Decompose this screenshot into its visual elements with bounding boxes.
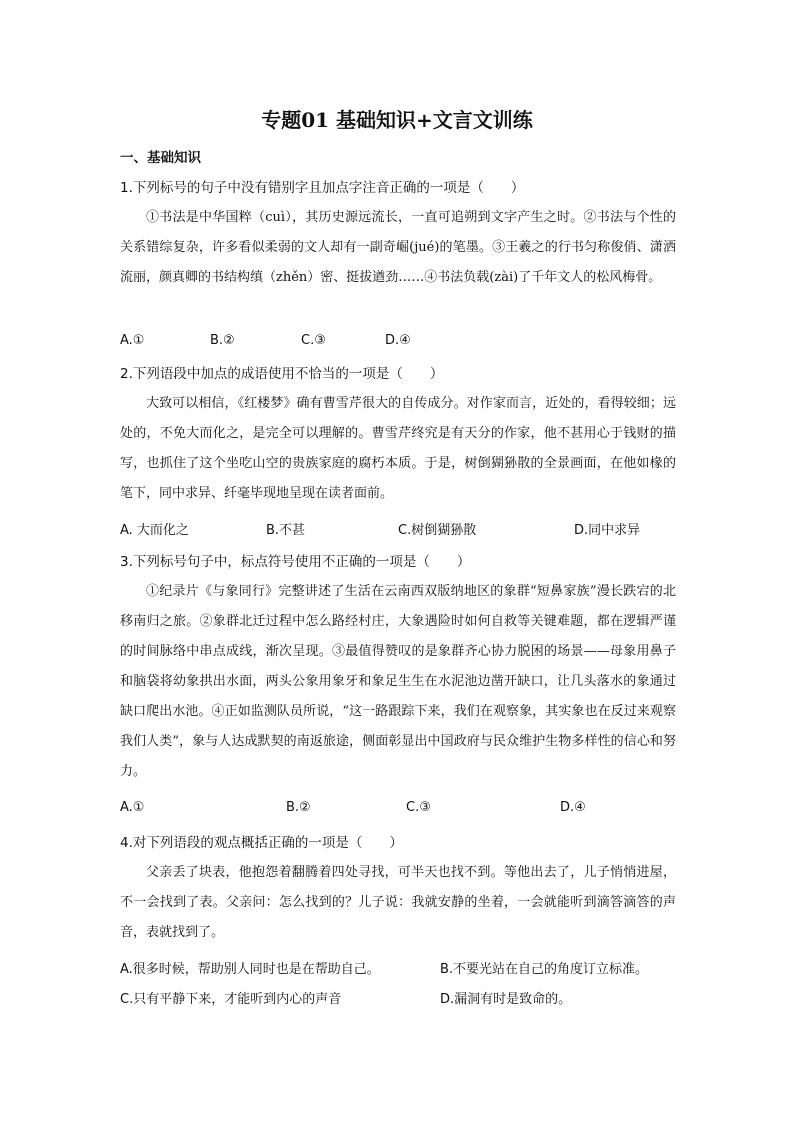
- question-3-option-d[interactable]: D.④: [560, 800, 586, 815]
- question-1-option-c[interactable]: C.③: [301, 333, 326, 348]
- question-1-stem: 1.下列标号的句子中没有错别字且加点字注音正确的一项是（ ）: [120, 180, 525, 196]
- question-3-option-b[interactable]: B.②: [286, 800, 311, 815]
- question-4-option-c[interactable]: C.只有平静下来，才能听到内心的声音: [120, 992, 342, 1007]
- question-4-option-b[interactable]: B.不要光站在自己的角度订立标准。: [440, 962, 649, 977]
- question-3-passage: ①纪录片《与象同行》完整讲述了生活在云南西双版纳地区的象群“短鼻家族”漫长跌宕的北移南归之旅。②象群北迁过程中怎么路经村庄，大象遇险时如何自救等关键难题，都在逻辑严谨的时间脉络中串点成线，渐次呈现。③最值得赞叹的是象群齐心协力脱困的场景——母象用鼻子和脑袋将幼象拱出水面，两头公象用象牙和象足生生在水泥池边凿开缺口，让几头落水的象通过缺口爬出水池。④正如监测队员所说，“这一路跟踪下来，我们在观察象，其实象也在反过来观察我们人类”，象与人达成默契的南返旅途，侧面彰显出中国政府与民众维护生物多样性的信心和努力。: [120, 584, 676, 779]
- question-4-passage: 父亲丢了块表，他抱怨着翻腾着四处寻找，可半天也找不到。等他出去了，儿子悄悄进屋，不一会找到了表。父亲问：怎么找到的？儿子说：我就安静的坐着，一会就能听到滴答滴答的声音，表就找到了。: [120, 865, 676, 940]
- question-1-option-a[interactable]: A.①: [120, 333, 145, 348]
- question-2-option-d[interactable]: D.同中求异: [574, 523, 641, 538]
- question-1-passage: ①书法是中华国粹（cuì），其历史源远流长，一直可追朔到文字产生之时。②书法与个性的关系错综复杂，许多看似柔弱的文人却有一副奇崛(jué)的笔墨。③王羲之的行书匀称俊俏、潇洒流丽，颜真卿的书结构缜（zhěn）密、挺拔遒劲……④书法负载(zài)了千年文人的松风梅骨。: [120, 210, 676, 285]
- question-3-stem: 3.下列标号句子中，标点符号使用不正确的一项是（ ）: [120, 554, 471, 570]
- question-2-option-c[interactable]: C.树倒猢狲散: [398, 523, 477, 538]
- question-3-option-a[interactable]: A.①: [120, 800, 145, 815]
- question-2-option-b[interactable]: B.不甚: [266, 523, 306, 538]
- question-4-stem: 4.对下列语段的观点概括正确的一项是（ ）: [120, 835, 403, 851]
- section-heading: 一、基础知识: [120, 150, 201, 166]
- question-1-option-b[interactable]: B.②: [210, 333, 235, 348]
- question-2-option-a[interactable]: A. 大而化之: [120, 523, 189, 538]
- question-4-option-a[interactable]: A.很多时候，帮助别人同时也是在帮助自己。: [120, 962, 380, 977]
- document-title: 专题01 基础知识+文言文训练: [261, 108, 533, 132]
- question-2-passage: 大致可以相信，《红楼梦》确有曹雪芹很大的自传成分。对作家而言，近处的，看得较细；远处的，不免大而化之，是完全可以理解的。曹雪芹终究是有天分的作家，他不甚用心于钱财的描写，也抓住了这个坐吃山空的贵族家庭的腐朽本质。于是，树倒猢狲散的全景画面，在他如椽的笔下，同中求异、纤毫毕现地呈现在读者面前。: [120, 396, 676, 501]
- question-3-option-c[interactable]: C.③: [406, 800, 431, 815]
- question-1-option-d[interactable]: D.④: [385, 333, 411, 348]
- question-4-option-d[interactable]: D.漏洞有时是致命的。: [440, 992, 572, 1007]
- question-2-stem: 2.下列语段中加点的成语使用不恰当的一项是（ ）: [120, 366, 444, 382]
